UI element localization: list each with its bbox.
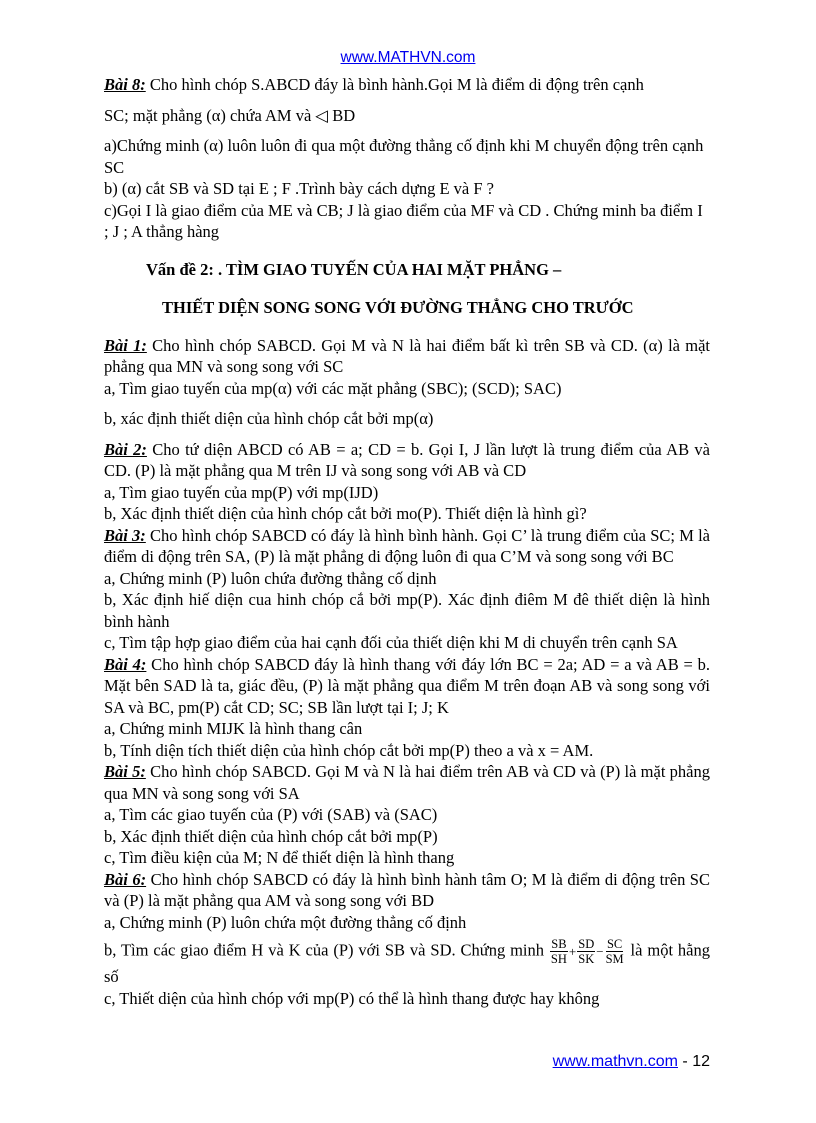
fraction-numerator: SD: [578, 937, 595, 951]
bai4-label: Bài 4:: [104, 654, 147, 674]
bai1-label: Bài 1:: [104, 335, 147, 355]
fraction-numerator: SC: [606, 937, 623, 951]
bai8-text1: Cho hình chóp S.ABCD đáy là bình hành.Gọi M là điểm di động trên cạnh: [145, 75, 644, 94]
bai2-text: Cho tứ diện ABCD có AB = a; CD = b. Gọi I, J lần lượt là trung điểm của AB và CD. (P) là mặt phẳng qua M trên IJ và song song với AB và CD: [104, 439, 710, 480]
bai3-label: Bài 3:: [104, 525, 146, 545]
bai3-part-a: a, Chứng minh (P) luôn chứa đường thẳng cố dịnh: [104, 568, 437, 588]
bai3-part-c: c, Tìm tập hợp giao điểm của hai cạnh đối của thiết diện khi M di chuyển trên cạnh SA: [104, 633, 678, 652]
bai6-intro: [104, 869, 710, 912]
fraction-denominator: SM: [605, 952, 624, 966]
bai6-part-b: [104, 937, 710, 988]
bai5-text: Cho hình chóp SABCD. Gọi M và N là hai điểm trên AB và CD và (P) là mặt phẳng qua MN và song song với SA: [104, 762, 710, 803]
section-title-line2: THIẾT DIỆN SONG SONG VỚI ĐƯỜNG THẲNG CHO TRƯỚC: [162, 298, 634, 317]
page-footer: [553, 1053, 710, 1071]
bai3-part-b: b, Xác định hiế diện cua hinh chóp cắ bởi mp(P). Xác định điêm M đê thiết diện là hình bình hành: [104, 590, 710, 631]
fraction-sd-sk: [577, 937, 595, 966]
bai4-part-b: b, Tính diện tích thiết diện của hình chóp cắt bởi mp(P) theo a và x = AM.: [104, 740, 594, 760]
bai8-part-a: a)Chứng minh (α) luôn luôn đi qua một đường thẳng cố định khi M chuyển động trên cạnh SC: [104, 136, 704, 177]
bai5-part-b: b, Xác định thiết diện của hình chóp cắt bởi mp(P): [104, 826, 438, 846]
fraction-sc-sm: [605, 937, 625, 966]
bai6-part-a: a, Chứng minh (P) luôn chứa một đường thẳng cố định: [104, 912, 467, 932]
bai1-intro: [104, 335, 710, 378]
fraction-numerator: SB: [551, 937, 567, 951]
bai5-part-a: a, Tìm các giao tuyến của (P) với (SAB) và (SAC): [104, 805, 438, 824]
bai6-b-pre: b, Tìm các giao điểm H và K của (P) với SB và SD. Chứng minh: [104, 940, 549, 960]
plus-operator: +: [568, 943, 577, 959]
fraction-denominator: SK: [578, 952, 595, 966]
footer-site-link[interactable]: www.mathvn.com: [552, 1053, 678, 1070]
footer-separator: -: [677, 1053, 693, 1070]
bai4-intro: [104, 654, 710, 719]
bai2-part-a: a, Tìm giao tuyến của mp(P) với mp(IJD): [104, 482, 379, 502]
bai2-label: Bài 2:: [104, 439, 147, 459]
document-body: [104, 74, 710, 1009]
bai8-label: Bài 8:: [104, 75, 146, 94]
bai3-text: Cho hình chóp SABCD có đáy là hình bình hành. Gọi C’ là trung điểm của SC; M là điểm di động trên SA, (P) là mặt phẳng di động luôn đi qua C’M và song song với BC: [104, 525, 710, 566]
bai3-intro: [104, 525, 710, 568]
bai8-intro: [104, 74, 710, 96]
bai5-part-c: c, Tìm điều kiện của M; N để thiết diện là hình thang: [104, 848, 455, 867]
bai8-part-b: b) (α) cắt SB và SD tại E ; F .Trình bày cách dựng E và F ?: [104, 179, 495, 198]
bai6-text: Cho hình chóp SABCD có đáy là hình bình hành tâm O; M là điểm di động trên SC và (P) là mặt phẳng qua AM và song song với BD: [104, 869, 710, 910]
bai6-part-c: c, Thiết diện của hình chóp với mp(P) có thể là hình thang được hay không: [104, 988, 600, 1008]
page-number: 12: [692, 1053, 710, 1070]
bai1-text: Cho hình chóp SABCD. Gọi M và N là hai điểm bất kì trên SB và CD. (α) là mặt phẳng qua MN và song song với SC: [104, 335, 710, 376]
bai5-label: Bài 5:: [104, 762, 146, 781]
header-site-link[interactable]: www.MATHVN.com: [340, 49, 476, 66]
section-title-line1: Vấn đề 2: . TÌM GIAO TUYẾN CỦA HAI MẶT PHẲNG –: [146, 259, 562, 279]
bai1-part-b: b, xác định thiết diện của hình chóp cắt bởi mp(α): [104, 409, 434, 428]
bai1-part-a: a, Tìm giao tuyến của mp(α) với các mặt phẳng (SBC); (SCD); SAC): [104, 378, 562, 398]
bai2-intro: [104, 439, 710, 482]
bai5-intro: [104, 761, 710, 804]
bai4-text: Cho hình chóp SABCD đáy là hình thang với đáy lớn BC = 2a; AD = a và AB = b. Mặt bên SAD là ta, giác đều, (P) là mặt phẳng qua điểm M trên đoạn AB và song song với SA và BC, pm(P) cắt CD; SC; SB lần lượt tại I; J; K: [104, 654, 710, 717]
bai6-label: Bài 6:: [104, 869, 147, 889]
bai8-part-c: c)Gọi I là giao điểm của ME và CB; J là giao điểm của MF và CD . Chứng minh ba điểm I ; J ; A thẳng hàng: [104, 200, 703, 241]
bai2-part-b: b, Xác định thiết diện của hình chóp cắt bởi mo(P). Thiết diện là hình gì?: [104, 504, 587, 523]
fraction-sb-sh: [550, 937, 568, 966]
bai4-part-a: a, Chứng minh MIJK là hình thang cân: [104, 719, 363, 738]
minus-operator: −: [596, 943, 604, 959]
bai6-b-post: là một hằng số: [104, 940, 710, 986]
bai8-text2: SC; mặt phẳng (α) chứa AM và ◁ BD: [104, 105, 356, 125]
fraction-denominator: SH: [550, 952, 567, 966]
